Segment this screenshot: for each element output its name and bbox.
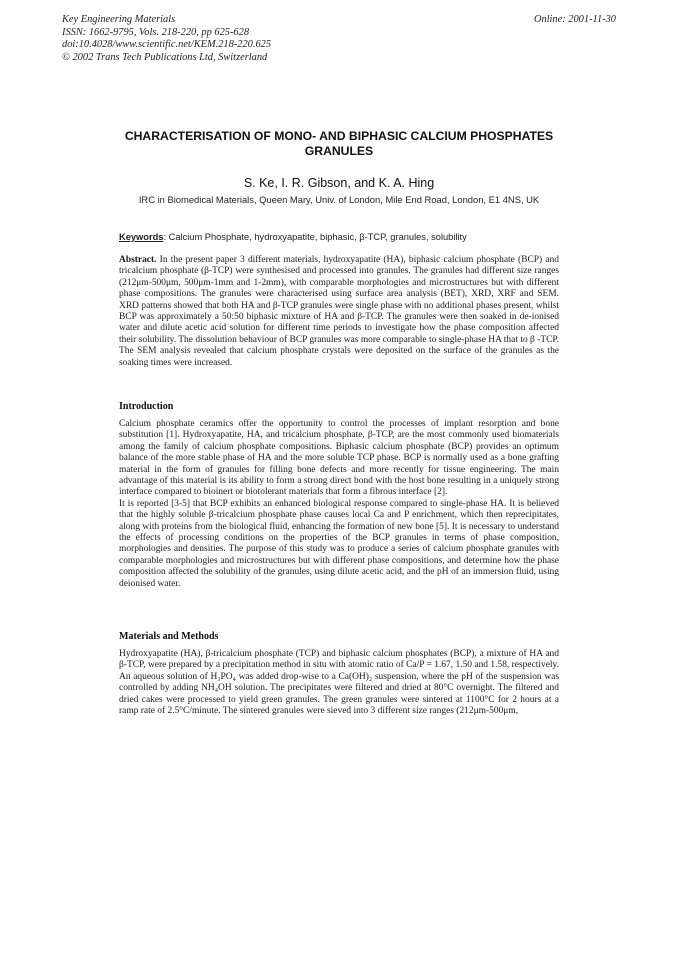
introduction-body xyxy=(119,419,559,590)
section-heading-materials-methods: Materials and Methods xyxy=(119,631,219,642)
journal-issn: ISSN: 1662-9795, Vols. 218-220, pp 625-628 xyxy=(62,26,250,38)
introduction-paragraph-2: It is reported [3-5] that BCP exhibits an enhanced biological response compared to single-phase HA. It is believed that the highly soluble β-tricalcium phosphate phase causes local Ca and P enrichment, which then reprecipitates, along with proteins from the biological fluid, enhancing the formation of new bone [5]. It is necessary to understand the effects of processing conditions on the properties of the BCP granules in terms of phase composition, morphologies and densities. The purpose of this study was to produce a series of calcium phosphate granules with comparable morphologies and microstructures but with different phase compositions, and determine how the phase composition affected the solubility of the granules, using dilute acetic acid, and the pH of an immersion fluid, using deionised water. xyxy=(119,498,559,589)
journal-name: Key Engineering Materials xyxy=(62,14,176,25)
journal-header xyxy=(62,14,271,64)
abstract xyxy=(119,255,559,369)
materials-methods-body xyxy=(119,649,559,717)
paper-authors: S. Ke, I. R. Gibson, and K. A. Hing xyxy=(243,176,435,190)
online-date: Online: 2001-11-30 xyxy=(533,14,616,25)
paper-title: CHARACTERISATION OF MONO- AND BIPHASIC CALCIUM PHOSPHATES GRANULES xyxy=(124,129,554,158)
keywords-text: : Calcium Phosphate, hydroxyapatite, biphasic, β-TCP, granules, solubility xyxy=(163,232,467,242)
abstract-label: Abstract. xyxy=(119,255,157,265)
introduction-paragraph-1: Calcium phosphate ceramics offer the opportunity to control the processes of implant resorption and bone substitution [1]. Hydroxyapatite, HA, and tricalcium phosphate, β-TCP, are the most commonly used biomaterials among the family of calcium phosphate compositions. Biphasic calcium phosphate (BCP) provides an optimum balance of the more stable phase of HA and the more soluble TCP phase. BCP is normally used as a bone grafting material in the form of granules for filling bone defects and more recently for tissue engineering. The main advantage of this material is its ability to form a strong direct bond with the host bone resulting in a uniquely strong interface compared to bioinert or biotolerant materials that form a fibrous interface [2]. xyxy=(119,419,559,498)
author-affiliation: IRC in Biomedical Materials, Queen Mary, Univ. of London, Mile End Road, London, E1 4NS, UK xyxy=(138,194,540,205)
journal-doi: doi:10.4028/www.scientific.net/KEM.218-220.625 xyxy=(62,39,272,51)
section-heading-introduction: Introduction xyxy=(119,401,174,412)
keywords-label: Keywords xyxy=(119,232,164,242)
journal-copyright: © 2002 Trans Tech Publications Ltd, Switzerland xyxy=(62,51,268,63)
abstract-text: In the present paper 3 different materials, hydroxyapatite (HA), biphasic calcium phosphate (BCP) and tricalcium phosphate (β-TCP) were synthesised and processed into granules. The granules had different size ranges (212μm-500μm, 500μm-1mm and 1-2mm), with comparable morphologies and microstructures but with different phase compositions. The granules were characterised using surface area analysis (BET), XRD, XRF and SEM. XRD patterns showed that both HA and β-TCP granules were single phase with no additional phases present, whilst BCP was approximately a 50:50 biphasic mixture of HA and β-TCP. The granules were then soaked in de-ionised water and dilute acetic acid solution for different time periods to investigate how the phase composition affected their solubility. The dissolution behaviour of BCP granules was more comparable to single-phase HA that to β -TCP. The SEM analysis revealed that calcium phosphate crystals were deposited on the surface of the granules as the soaking times were increased. xyxy=(119,255,559,368)
keywords-line xyxy=(119,232,559,242)
materials-methods-paragraph: Hydroxyapatite (HA), β-tricalcium phosphate (TCP) and biphasic calcium phosphates (BCP), a mixture of HA and β-TCP, were prepared by a precipitation method in situ with atomic ratio of Ca/P = 1.67, 1.50 and 1.58, respectively. An aqueous solution of H₃PO₄ was added drop-wise to a Ca(OH)₂ suspension, where the pH of the suspension was controlled by adding NH₄OH solution. The precipitates were filtered and dried at 80°C overnight. The filtered and dried cakes were processed to yield green granules. The green granules were sintered at 1100°C for 2 hours at a ramp rate of 2.5°C/minute. The sintered granules were sieved into 3 different size ranges (212μm-500μm, xyxy=(119,649,559,717)
